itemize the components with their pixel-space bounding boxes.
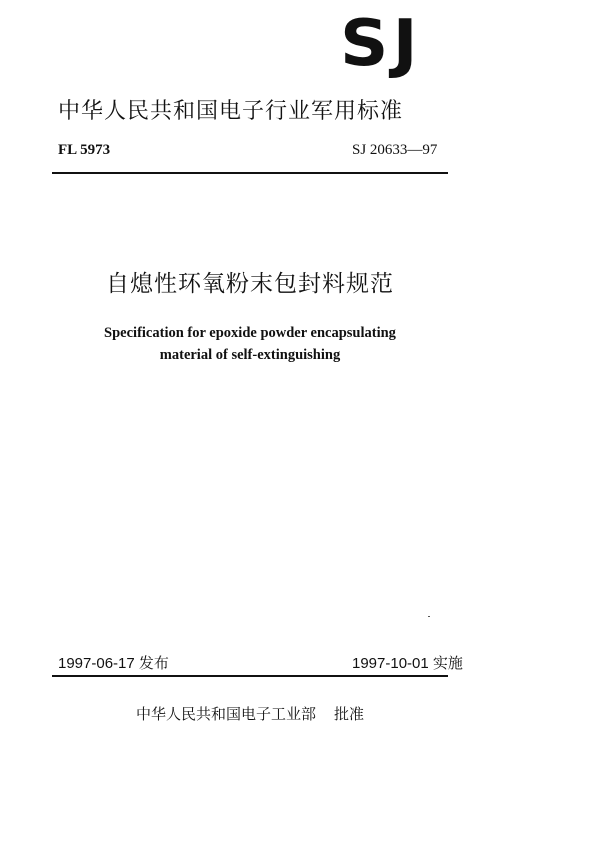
classification-code: FL 5973	[58, 142, 111, 158]
implementation-date: 1997-10-01 实施	[352, 655, 463, 672]
title-english-line1: Specification for epoxide powder encapsulating	[104, 325, 396, 341]
issue-date: 1997-06-17 发布	[58, 655, 169, 672]
title-english-line2: material of self-extinguishing	[159, 347, 341, 363]
scan-speck	[428, 616, 430, 617]
industry-standard-heading: 中华人民共和国电子行业军用标准	[58, 99, 404, 124]
standard-number: SJ 20633—97	[352, 142, 438, 158]
approval-line	[0, 703, 500, 724]
top-divider	[52, 172, 448, 174]
approving-authority: 中华人民共和国电子工业部	[135, 705, 316, 723]
title-chinese: 自熄性环氧粉末包封料规范	[106, 271, 394, 297]
approval-action: 批准	[334, 705, 365, 723]
bottom-divider	[52, 675, 448, 677]
sj-logo: SJ	[340, 7, 422, 81]
